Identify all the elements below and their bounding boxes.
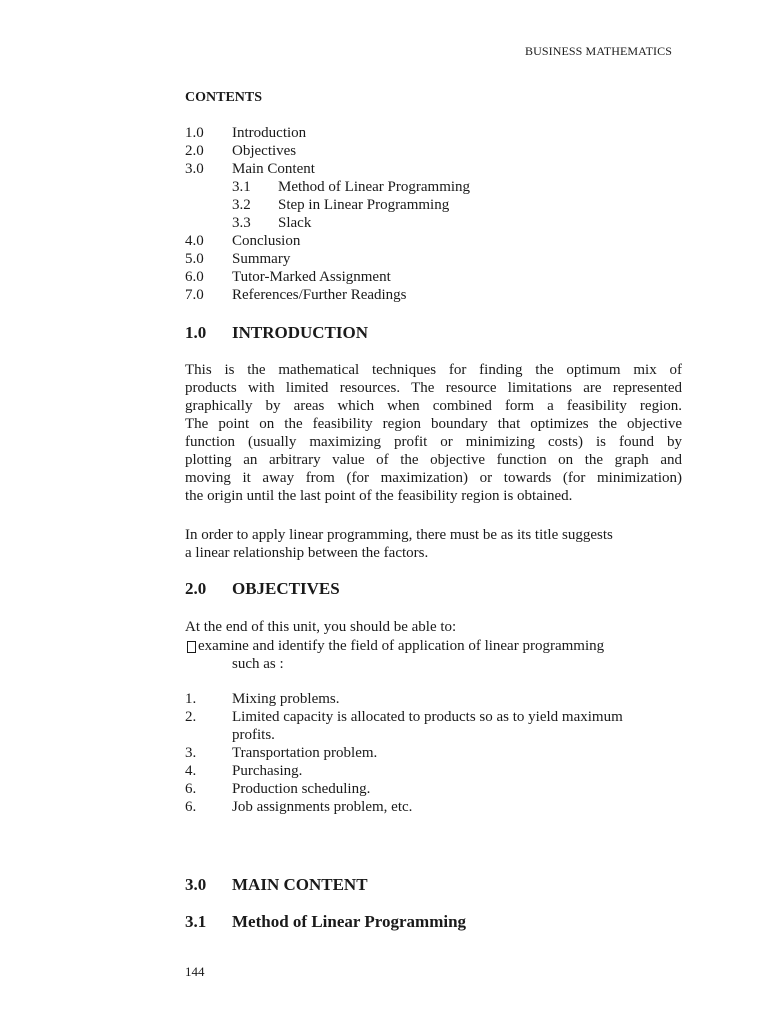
toc-number: 3.2	[232, 197, 251, 213]
list-item	[185, 744, 685, 762]
list-text-continued: profits.	[232, 727, 275, 743]
section-title: OBJECTIVES	[232, 579, 340, 598]
toc-number: 5.0	[185, 251, 204, 267]
introduction-paragraph-2	[185, 526, 613, 562]
toc-item	[185, 124, 685, 142]
running-header: BUSINESS MATHEMATICS	[524, 44, 672, 58]
toc-number: 4.0	[185, 233, 204, 249]
toc-item	[185, 232, 685, 250]
list-item	[185, 708, 685, 744]
toc-item	[185, 268, 685, 286]
toc-item	[185, 142, 685, 160]
toc-item	[185, 160, 685, 178]
list-number: 2.	[185, 709, 197, 725]
toc-label: References/Further Readings	[232, 287, 407, 303]
objectives-heading	[185, 580, 340, 598]
list-text: Limited capacity is allocated to products so as to yield maximum	[232, 709, 623, 725]
text-line: products with limited resources. The resource limitations are represented	[185, 380, 682, 396]
page-number: 144	[185, 964, 205, 979]
section-number: 3.1	[185, 912, 207, 931]
toc-number: 1.0	[185, 125, 204, 141]
section-title: Method of Linear Programming	[232, 912, 467, 931]
list-item	[185, 762, 685, 780]
subsection-heading	[185, 913, 466, 931]
list-text: Production scheduling.	[232, 781, 371, 797]
text-line: the origin until the last point of the feasibility region is obtained.	[185, 488, 573, 504]
toc-number: 2.0	[185, 143, 204, 159]
introduction-heading	[185, 324, 368, 342]
list-item	[185, 798, 685, 816]
toc-label: Method of Linear Programming	[278, 179, 471, 195]
section-title: MAIN CONTENT	[232, 875, 368, 894]
list-number: 3.	[185, 745, 197, 761]
list-text: Transportation problem.	[232, 745, 378, 761]
section-number: 3.0	[185, 875, 207, 894]
list-number: 6.	[185, 799, 197, 815]
toc-label: Tutor-Marked Assignment	[232, 269, 391, 285]
bullet-icon	[185, 637, 197, 655]
text-line: This is the mathematical techniques for finding the optimum mix of	[185, 362, 682, 378]
toc-label: Conclusion	[232, 233, 301, 249]
toc-number: 6.0	[185, 269, 204, 285]
toc-item	[185, 250, 685, 268]
toc-label: Step in Linear Programming	[278, 197, 450, 213]
objectives-intro: At the end of this unit, you should be able to:	[185, 619, 457, 635]
text-line: moving it away from (for maximization) or towards (for minimization)	[185, 470, 682, 486]
objectives-list	[185, 690, 685, 816]
toc-subitem	[185, 214, 685, 232]
main-content-heading	[185, 876, 368, 894]
contents-title: CONTENTS	[185, 90, 263, 105]
toc-label: Slack	[278, 215, 312, 231]
toc-number: 3.0	[185, 161, 204, 177]
list-number: 1.	[185, 691, 197, 707]
toc-label: Main Content	[232, 161, 315, 177]
list-text: Job assignments problem, etc.	[232, 799, 413, 815]
toc-label: Introduction	[232, 125, 307, 141]
table-of-contents	[185, 124, 685, 304]
toc-item	[185, 286, 685, 304]
objectives-bullet	[185, 637, 682, 673]
toc-number: 7.0	[185, 287, 204, 303]
list-item	[185, 690, 685, 708]
text-line: a linear relationship between the factors.	[185, 545, 429, 561]
bullet-text-continued: such as :	[232, 656, 284, 672]
toc-number: 3.1	[232, 179, 251, 195]
text-line: In order to apply linear programming, there must be as its title suggests	[185, 527, 613, 543]
list-item	[185, 780, 685, 798]
toc-number: 3.3	[232, 215, 251, 231]
list-text: Purchasing.	[232, 763, 303, 779]
list-text: Mixing problems.	[232, 691, 340, 707]
text-line: graphically by areas which when combined form a feasibility region.	[185, 398, 682, 414]
section-number: 1.0	[185, 323, 207, 342]
toc-label: Objectives	[232, 143, 297, 159]
section-number: 2.0	[185, 579, 207, 598]
section-title: INTRODUCTION	[232, 323, 369, 342]
introduction-paragraph-1	[185, 361, 682, 505]
list-number: 4.	[185, 763, 197, 779]
bullet-text: examine and identify the field of application of linear programming	[198, 638, 605, 654]
text-line: function (usually maximizing profit or minimizing costs) is found by	[185, 434, 682, 450]
list-number: 6.	[185, 781, 197, 797]
toc-label: Summary	[232, 251, 291, 267]
toc-subitem	[185, 178, 685, 196]
text-line: The point on the feasibility region boundary that optimizes the objective	[185, 416, 682, 432]
toc-subitem	[185, 196, 685, 214]
text-line: plotting an arbitrary value of the objective function on the graph and	[185, 452, 682, 468]
